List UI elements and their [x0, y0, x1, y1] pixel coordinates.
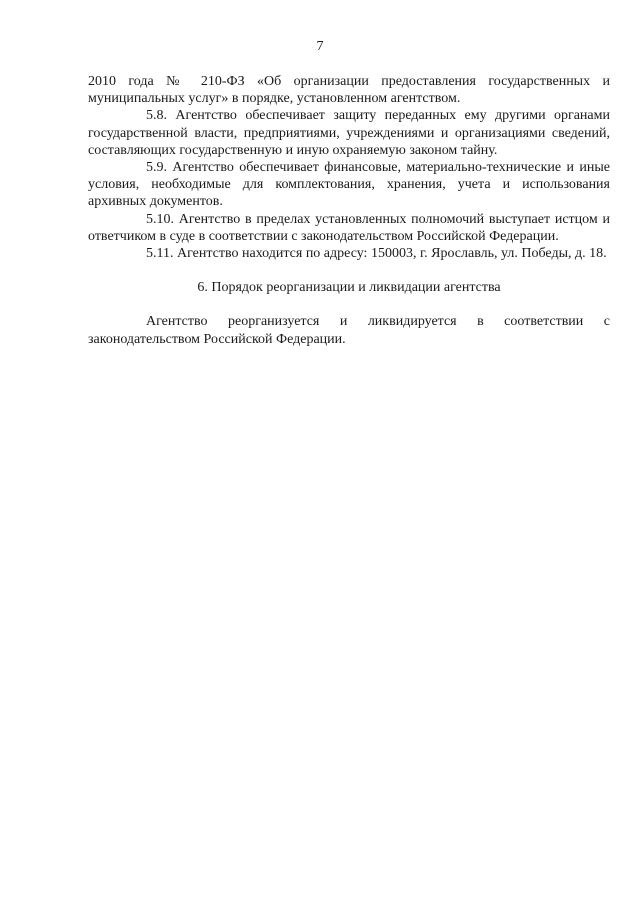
paragraph-5-11: 5.11. Агентство находится по адресу: 150003, г. Ярославль, ул. Победы, д. 18. — [146, 246, 607, 262]
paragraph-section-6: Агентство реорганизуется и ликвидируется в соответствии с законодательством Российской Федерации. — [88, 314, 610, 347]
paragraph-continuation: 2010 года № 210-ФЗ «Об организации предоставления государственных и муниципальных услуг» в порядке, установленном агентством. — [88, 74, 610, 107]
page-number: 7 — [316, 39, 324, 54]
paragraph-5-9: 5.9. Агентство обеспечивает финансовые, материально-технические и иные условия, необходимые для комплектования, хранения, учета и использования архивных документов. — [88, 160, 610, 210]
paragraph-5-8: 5.8. Агентство обеспечивает защиту переданных ему другими органами государственной власти, предприятиями, учреждениями и организациями сведений, составляющих государственную и иную охраняемую законом тайну. — [88, 108, 610, 158]
document-body — [88, 73, 610, 348]
section-6-heading: 6. Порядок реорганизации и ликвидации агентства — [197, 280, 501, 296]
paragraph-5-10: 5.10. Агентство в пределах установленных полномочий выступает истцом и ответчиком в суде в соответствии с законодательством Российской Федерации. — [88, 211, 610, 244]
